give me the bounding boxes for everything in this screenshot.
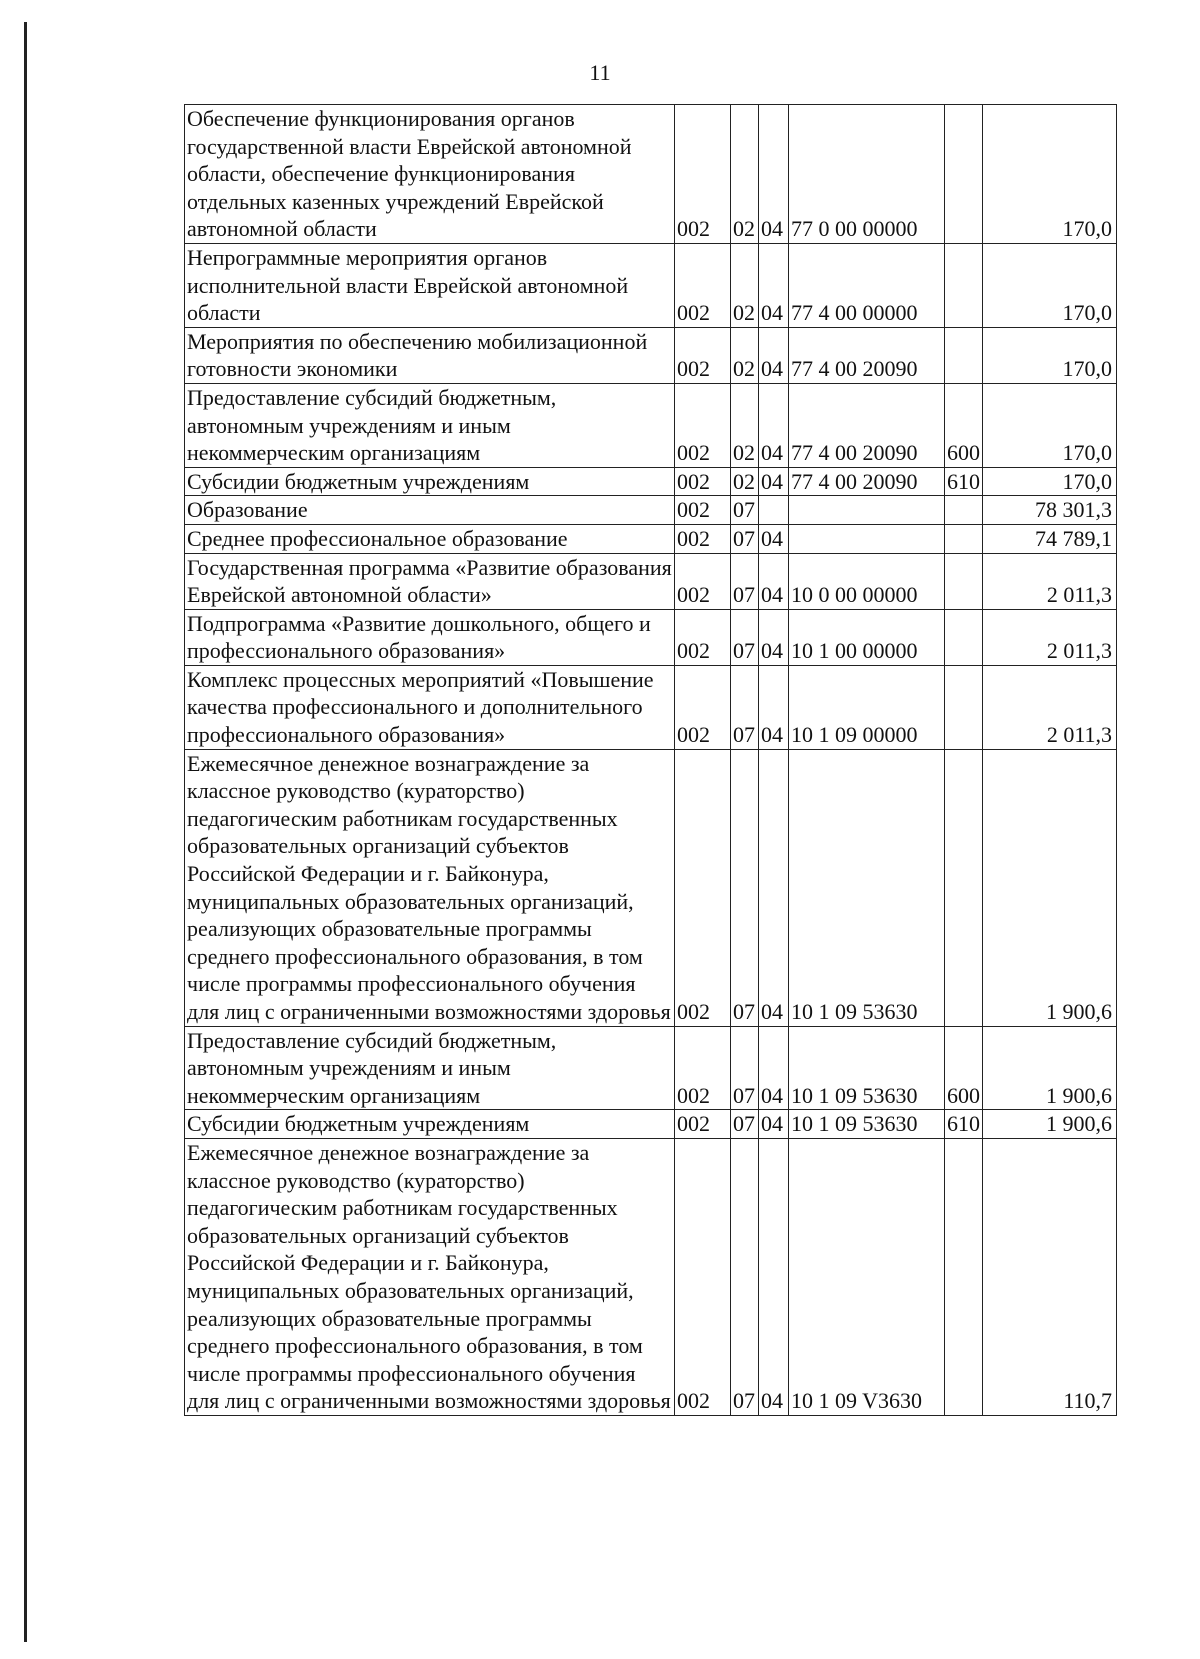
row-target-article-cell: [789, 524, 945, 553]
row-amount-cell: 1 900,6: [983, 1026, 1117, 1110]
table-row: [185, 749, 1117, 1026]
table-row: [185, 496, 1117, 525]
row-expense-type-cell: [945, 665, 983, 749]
row-expense-type-cell: 600: [945, 1026, 983, 1110]
row-subsection-cell: 04: [759, 243, 789, 327]
row-ved-cell: 002: [675, 665, 731, 749]
row-amount-cell: 1 900,6: [983, 749, 1117, 1026]
row-name-cell: Непрограммные мероприятия органов исполнительной власти Еврейской автономной области: [185, 243, 675, 327]
row-subsection-cell: 04: [759, 1110, 789, 1139]
row-name-cell: Среднее профессиональное образование: [185, 524, 675, 553]
table-row: [185, 243, 1117, 327]
row-ved-cell: 002: [675, 553, 731, 609]
table-row: [185, 1026, 1117, 1110]
row-subsection-cell: 04: [759, 1026, 789, 1110]
row-ved-cell: 002: [675, 243, 731, 327]
row-expense-type-cell: [945, 1138, 983, 1415]
row-section-cell: 07: [731, 1110, 759, 1139]
row-expense-type-cell: [945, 496, 983, 525]
budget-table-body: [185, 105, 1117, 1416]
row-ved-cell: 002: [675, 1138, 731, 1415]
row-target-article-cell: 77 4 00 20090: [789, 383, 945, 467]
row-ved-cell: 002: [675, 749, 731, 1026]
row-amount-cell: 1 900,6: [983, 1110, 1117, 1139]
row-name-cell: Комплекс процессных мероприятий «Повышение качества профессионального и дополнительного профессионального образования»: [185, 665, 675, 749]
row-ved-cell: 002: [675, 467, 731, 496]
row-subsection-cell: 04: [759, 383, 789, 467]
row-name-cell: Подпрограмма «Развитие дошкольного, общего и профессионального образования»: [185, 609, 675, 665]
row-section-cell: 07: [731, 665, 759, 749]
row-section-cell: 02: [731, 467, 759, 496]
row-target-article-cell: 77 4 00 20090: [789, 467, 945, 496]
row-amount-cell: 170,0: [983, 243, 1117, 327]
row-section-cell: 07: [731, 553, 759, 609]
row-name-cell: Ежемесячное денежное вознаграждение за классное руководство (кураторство) педагогическим работникам государственных образовательных организаций субъектов Российской Федерации и г. Байконура, муниципальных образовательных организаций, реализующих образовательные программы среднего профессионального образования, в том числе программы профессионального обучения для лиц с ограниченными возможностями здоровья: [185, 1138, 675, 1415]
row-expense-type-cell: [945, 243, 983, 327]
row-target-article-cell: 10 1 09 53630: [789, 1026, 945, 1110]
row-name-cell: Мероприятия по обеспечению мобилизационной готовности экономики: [185, 327, 675, 383]
row-section-cell: 07: [731, 1138, 759, 1415]
row-amount-cell: 78 301,3: [983, 496, 1117, 525]
row-subsection-cell: 04: [759, 327, 789, 383]
row-ved-cell: 002: [675, 496, 731, 525]
row-section-cell: 07: [731, 609, 759, 665]
row-target-article-cell: 10 1 09 53630: [789, 1110, 945, 1139]
row-expense-type-cell: 610: [945, 1110, 983, 1139]
row-name-cell: Обеспечение функционирования органов государственной власти Еврейской автономной области, обеспечение функционирования отдельных казенных учреждений Еврейской автономной области: [185, 105, 675, 244]
table-row: [185, 553, 1117, 609]
table-row: [185, 524, 1117, 553]
row-section-cell: 07: [731, 749, 759, 1026]
row-expense-type-cell: [945, 105, 983, 244]
row-amount-cell: 170,0: [983, 383, 1117, 467]
row-subsection-cell: [759, 496, 789, 525]
table-row: [185, 1110, 1117, 1139]
row-name-cell: Государственная программа «Развитие образования Еврейской автономной области»: [185, 553, 675, 609]
row-section-cell: 07: [731, 524, 759, 553]
row-name-cell: Предоставление субсидий бюджетным, автономным учреждениям и иным некоммерческим организациям: [185, 383, 675, 467]
budget-table: [184, 104, 1117, 1416]
row-amount-cell: 170,0: [983, 327, 1117, 383]
row-amount-cell: 170,0: [983, 467, 1117, 496]
row-section-cell: 07: [731, 1026, 759, 1110]
row-amount-cell: 2 011,3: [983, 553, 1117, 609]
row-amount-cell: 2 011,3: [983, 609, 1117, 665]
row-section-cell: 02: [731, 105, 759, 244]
row-ved-cell: 002: [675, 1026, 731, 1110]
row-section-cell: 02: [731, 243, 759, 327]
row-expense-type-cell: 600: [945, 383, 983, 467]
row-expense-type-cell: [945, 609, 983, 665]
row-subsection-cell: 04: [759, 609, 789, 665]
left-margin-line: [24, 22, 27, 1642]
row-amount-cell: 2 011,3: [983, 665, 1117, 749]
row-ved-cell: 002: [675, 327, 731, 383]
row-name-cell: Образование: [185, 496, 675, 525]
row-target-article-cell: 77 4 00 00000: [789, 243, 945, 327]
row-subsection-cell: 04: [759, 553, 789, 609]
row-expense-type-cell: [945, 553, 983, 609]
row-section-cell: 02: [731, 383, 759, 467]
row-ved-cell: 002: [675, 609, 731, 665]
row-amount-cell: 110,7: [983, 1138, 1117, 1415]
row-subsection-cell: 04: [759, 1138, 789, 1415]
row-subsection-cell: 04: [759, 467, 789, 496]
row-target-article-cell: 10 0 00 00000: [789, 553, 945, 609]
row-section-cell: 02: [731, 327, 759, 383]
row-target-article-cell: 10 1 09 53630: [789, 749, 945, 1026]
row-ved-cell: 002: [675, 524, 731, 553]
table-row: [185, 609, 1117, 665]
table-row: [185, 1138, 1117, 1415]
row-expense-type-cell: [945, 524, 983, 553]
row-expense-type-cell: [945, 749, 983, 1026]
row-ved-cell: 002: [675, 1110, 731, 1139]
row-subsection-cell: 04: [759, 524, 789, 553]
row-target-article-cell: 10 1 00 00000: [789, 609, 945, 665]
row-ved-cell: 002: [675, 383, 731, 467]
row-expense-type-cell: [945, 327, 983, 383]
table-row: [185, 327, 1117, 383]
row-name-cell: Ежемесячное денежное вознаграждение за классное руководство (кураторство) педагогическим работникам государственных образовательных организаций субъектов Российской Федерации и г. Байконура, муниципальных образовательных организаций, реализующих образовательные программы среднего профессионального образования, в том числе программы профессионального обучения для лиц с ограниченными возможностями здоровья: [185, 749, 675, 1026]
row-expense-type-cell: 610: [945, 467, 983, 496]
row-target-article-cell: 77 0 00 00000: [789, 105, 945, 244]
row-subsection-cell: 04: [759, 105, 789, 244]
page-number: 11: [589, 60, 611, 85]
table-row: [185, 467, 1117, 496]
row-name-cell: Субсидии бюджетным учреждениям: [185, 1110, 675, 1139]
table-row: [185, 665, 1117, 749]
row-amount-cell: 74 789,1: [983, 524, 1117, 553]
table-row: [185, 383, 1117, 467]
row-target-article-cell: 77 4 00 20090: [789, 327, 945, 383]
row-section-cell: 07: [731, 496, 759, 525]
row-subsection-cell: 04: [759, 665, 789, 749]
row-ved-cell: 002: [675, 105, 731, 244]
row-subsection-cell: 04: [759, 749, 789, 1026]
row-name-cell: Субсидии бюджетным учреждениям: [185, 467, 675, 496]
row-target-article-cell: [789, 496, 945, 525]
row-amount-cell: 170,0: [983, 105, 1117, 244]
row-target-article-cell: 10 1 09 00000: [789, 665, 945, 749]
row-target-article-cell: 10 1 09 V3630: [789, 1138, 945, 1415]
row-name-cell: Предоставление субсидий бюджетным, автономным учреждениям и иным некоммерческим организациям: [185, 1026, 675, 1110]
table-row: [185, 105, 1117, 244]
